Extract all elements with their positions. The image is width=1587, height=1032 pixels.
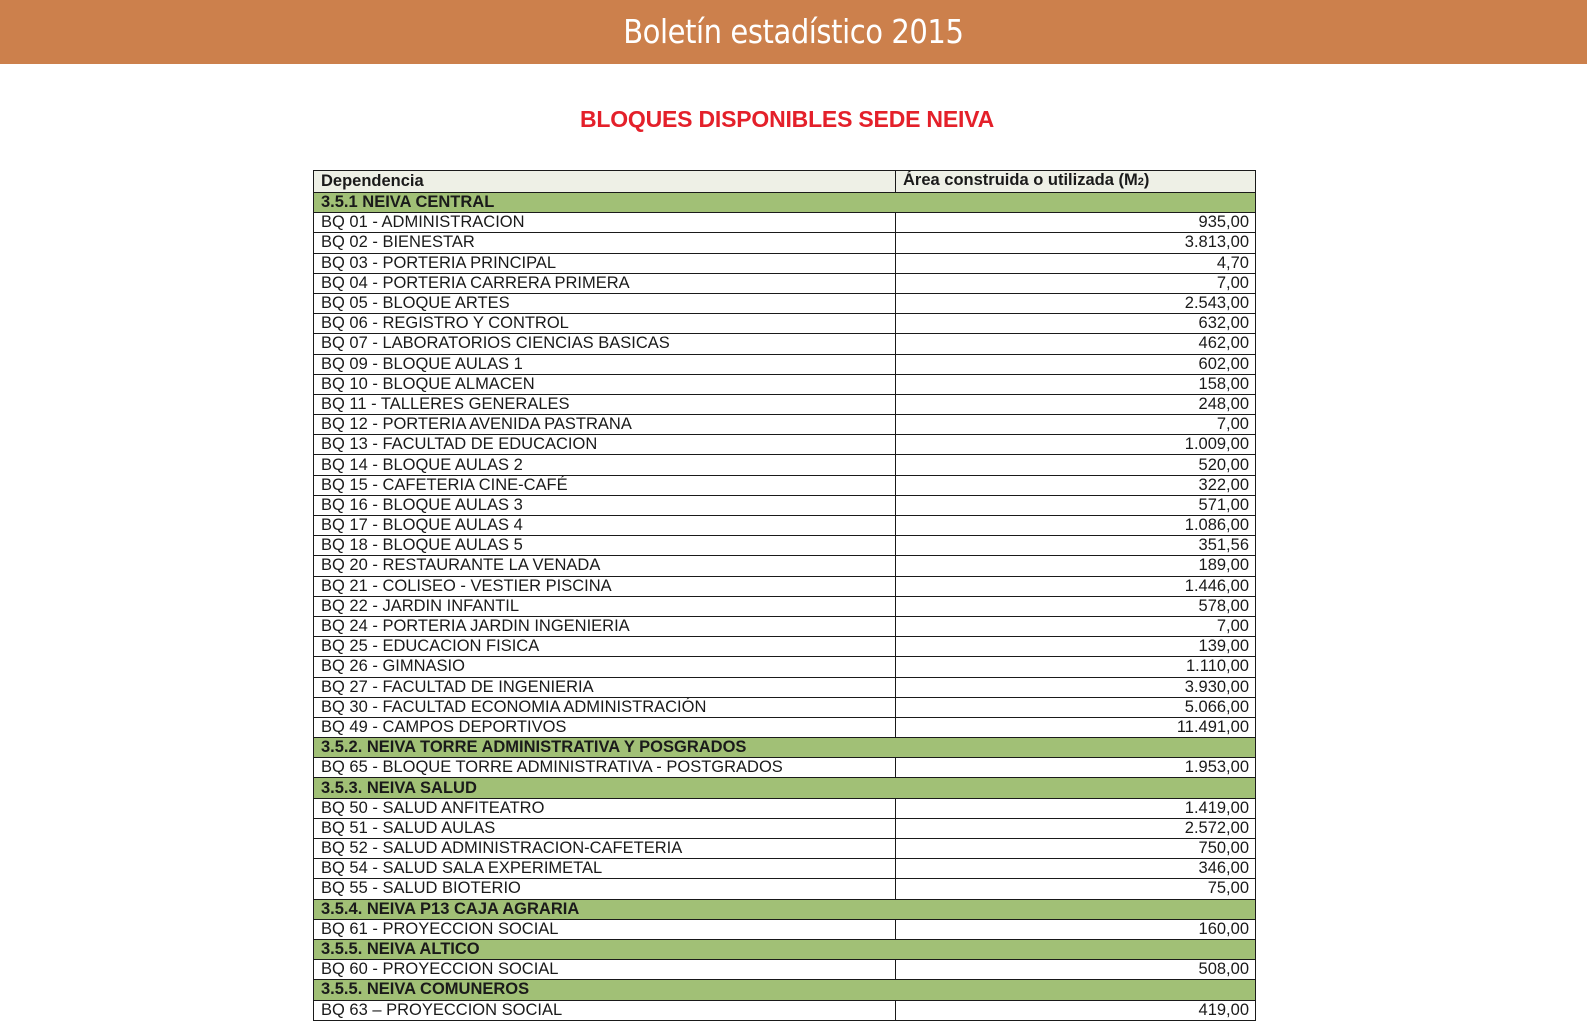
area-cell: 1.446,00: [896, 576, 1256, 596]
area-cell: 158,00: [896, 374, 1256, 394]
area-cell: 7,00: [896, 616, 1256, 636]
area-cell: 346,00: [896, 859, 1256, 879]
dependencia-cell: BQ 65 - BLOQUE TORRE ADMINISTRATIVA - POSTGRADOS: [314, 758, 896, 778]
table-row: [314, 859, 1256, 879]
area-cell: 248,00: [896, 394, 1256, 414]
area-cell: 419,00: [896, 1000, 1256, 1020]
document-title: BLOQUES DISPONIBLES SEDE NEIVA: [579, 106, 995, 132]
banner-title: Boletín estadístico 2015: [623, 11, 964, 51]
dependencia-cell: BQ 20 - RESTAURANTE LA VENADA: [314, 556, 896, 576]
table-row: [314, 334, 1256, 354]
unit-subscript: 2: [1137, 176, 1144, 188]
table-row: [314, 374, 1256, 394]
table-row: [314, 798, 1256, 818]
table-row: [314, 435, 1256, 455]
area-cell: 2.572,00: [896, 818, 1256, 838]
table-header-row: [314, 171, 1256, 193]
section-row: [314, 939, 1256, 959]
table-row: [314, 960, 1256, 980]
dependencia-cell: BQ 16 - BLOQUE AULAS 3: [314, 495, 896, 515]
dependencia-cell: BQ 49 - CAMPOS DEPORTIVOS: [314, 717, 896, 737]
area-cell: 578,00: [896, 596, 1256, 616]
dependencia-cell: BQ 24 - PORTERIA JARDIN INGENIERIA: [314, 616, 896, 636]
section-title: 3.5.5. NEIVA COMUNEROS: [314, 980, 1256, 1000]
dependencia-cell: BQ 13 - FACULTAD DE EDUCACION: [314, 435, 896, 455]
table-row: [314, 1000, 1256, 1020]
area-cell: 1.953,00: [896, 758, 1256, 778]
area-cell: 602,00: [896, 354, 1256, 374]
dependencia-cell: BQ 11 - TALLERES GENERALES: [314, 394, 896, 414]
area-cell: 1.419,00: [896, 798, 1256, 818]
dependencia-cell: BQ 15 - CAFETERIA CINE-CAFÉ: [314, 475, 896, 495]
table-row: [314, 596, 1256, 616]
table-row: [314, 314, 1256, 334]
table-row: [314, 253, 1256, 273]
area-cell: 322,00: [896, 475, 1256, 495]
table-row: [314, 839, 1256, 859]
section-row: [314, 980, 1256, 1000]
table-row: [314, 354, 1256, 374]
area-cell: 1.009,00: [896, 435, 1256, 455]
dependencia-cell: BQ 01 - ADMINISTRACION: [314, 213, 896, 233]
section-row: [314, 778, 1256, 798]
dependencia-cell: BQ 55 - SALUD BIOTERIO: [314, 879, 896, 899]
table-body: [314, 193, 1256, 1021]
dependencia-cell: BQ 63 – PROYECCION SOCIAL: [314, 1000, 896, 1020]
area-cell: 520,00: [896, 455, 1256, 475]
dependencia-cell: BQ 12 - PORTERIA AVENIDA PASTRANA: [314, 415, 896, 435]
table-row: [314, 536, 1256, 556]
table-row: [314, 677, 1256, 697]
dependencia-cell: BQ 52 - SALUD ADMINISTRACION-CAFETERIA: [314, 839, 896, 859]
area-cell: 139,00: [896, 637, 1256, 657]
area-cell: 632,00: [896, 314, 1256, 334]
section-title: 3.5.4. NEIVA P13 CAJA AGRARIA: [314, 899, 1256, 919]
table-row: [314, 394, 1256, 414]
table-row: [314, 233, 1256, 253]
area-cell: 1.086,00: [896, 516, 1256, 536]
area-cell: 935,00: [896, 213, 1256, 233]
area-cell: 462,00: [896, 334, 1256, 354]
table-row: [314, 637, 1256, 657]
area-cell: 351,56: [896, 536, 1256, 556]
table-row: [314, 273, 1256, 293]
area-cell: 3.930,00: [896, 677, 1256, 697]
dependencia-cell: BQ 17 - BLOQUE AULAS 4: [314, 516, 896, 536]
dependencia-cell: BQ 14 - BLOQUE AULAS 2: [314, 455, 896, 475]
area-cell: 750,00: [896, 839, 1256, 859]
dependencia-cell: BQ 22 - JARDIN INFANTIL: [314, 596, 896, 616]
table-row: [314, 475, 1256, 495]
dependencia-cell: BQ 04 - PORTERIA CARRERA PRIMERA: [314, 273, 896, 293]
table-row: [314, 818, 1256, 838]
table-row: [314, 516, 1256, 536]
dependencia-cell: BQ 21 - COLISEO - VESTIER PISCINA: [314, 576, 896, 596]
table-row: [314, 455, 1256, 475]
area-cell: 2.543,00: [896, 293, 1256, 313]
table-row: [314, 576, 1256, 596]
table-row: [314, 213, 1256, 233]
section-title: 3.5.2. NEIVA TORRE ADMINISTRATIVA Y POSGRADOS: [314, 738, 1256, 758]
dependencia-cell: BQ 10 - BLOQUE ALMACEN: [314, 374, 896, 394]
table-row: [314, 657, 1256, 677]
column-header-area: [896, 171, 1256, 193]
section-title: 3.5.3. NEIVA SALUD: [314, 778, 1256, 798]
dependencia-cell: BQ 26 - GIMNASIO: [314, 657, 896, 677]
area-cell: 5.066,00: [896, 697, 1256, 717]
table-row: [314, 556, 1256, 576]
dependencia-cell: BQ 51 - SALUD AULAS: [314, 818, 896, 838]
dependencia-cell: BQ 06 - REGISTRO Y CONTROL: [314, 314, 896, 334]
dependencia-cell: BQ 50 - SALUD ANFITEATRO: [314, 798, 896, 818]
section-row: [314, 738, 1256, 758]
table-row: [314, 616, 1256, 636]
dependencia-cell: BQ 27 - FACULTAD DE INGENIERIA: [314, 677, 896, 697]
dependencia-cell: BQ 03 - PORTERIA PRINCIPAL: [314, 253, 896, 273]
dependencia-cell: BQ 61 - PROYECCION SOCIAL: [314, 919, 896, 939]
blocks-table: [313, 170, 1256, 1021]
dependencia-cell: BQ 18 - BLOQUE AULAS 5: [314, 536, 896, 556]
column-header-area-close: ): [1143, 171, 1150, 189]
dependencia-cell: BQ 02 - BIENESTAR: [314, 233, 896, 253]
table-row: [314, 293, 1256, 313]
dependencia-cell: BQ 25 - EDUCACION FISICA: [314, 637, 896, 657]
area-cell: 1.110,00: [896, 657, 1256, 677]
dependencia-cell: BQ 07 - LABORATORIOS CIENCIAS BASICAS: [314, 334, 896, 354]
table-row: [314, 415, 1256, 435]
area-cell: 7,00: [896, 415, 1256, 435]
area-cell: 508,00: [896, 960, 1256, 980]
column-header-area-label: Área construida o utilizada (M: [903, 171, 1138, 189]
area-cell: 11.491,00: [896, 717, 1256, 737]
header-banner: [0, 0, 1587, 64]
area-cell: 75,00: [896, 879, 1256, 899]
area-cell: 189,00: [896, 556, 1256, 576]
dependencia-cell: BQ 60 - PROYECCION SOCIAL: [314, 960, 896, 980]
table-row: [314, 879, 1256, 899]
table-row: [314, 758, 1256, 778]
dependencia-cell: BQ 30 - FACULTAD ECONOMIA ADMINISTRACIÓN: [314, 697, 896, 717]
table-row: [314, 697, 1256, 717]
dependencia-cell: BQ 09 - BLOQUE AULAS 1: [314, 354, 896, 374]
table-row: [314, 919, 1256, 939]
dependencia-cell: BQ 05 - BLOQUE ARTES: [314, 293, 896, 313]
section-row: [314, 193, 1256, 213]
column-header-dependencia: Dependencia: [314, 171, 896, 193]
dependencia-cell: BQ 54 - SALUD SALA EXPERIMETAL: [314, 859, 896, 879]
area-cell: 571,00: [896, 495, 1256, 515]
section-row: [314, 899, 1256, 919]
section-title: 3.5.1 NEIVA CENTRAL: [314, 193, 1256, 213]
table-row: [314, 495, 1256, 515]
area-cell: 4,70: [896, 253, 1256, 273]
area-cell: 7,00: [896, 273, 1256, 293]
section-title: 3.5.5. NEIVA ALTICO: [314, 939, 1256, 959]
area-cell: 160,00: [896, 919, 1256, 939]
table-row: [314, 717, 1256, 737]
area-cell: 3.813,00: [896, 233, 1256, 253]
